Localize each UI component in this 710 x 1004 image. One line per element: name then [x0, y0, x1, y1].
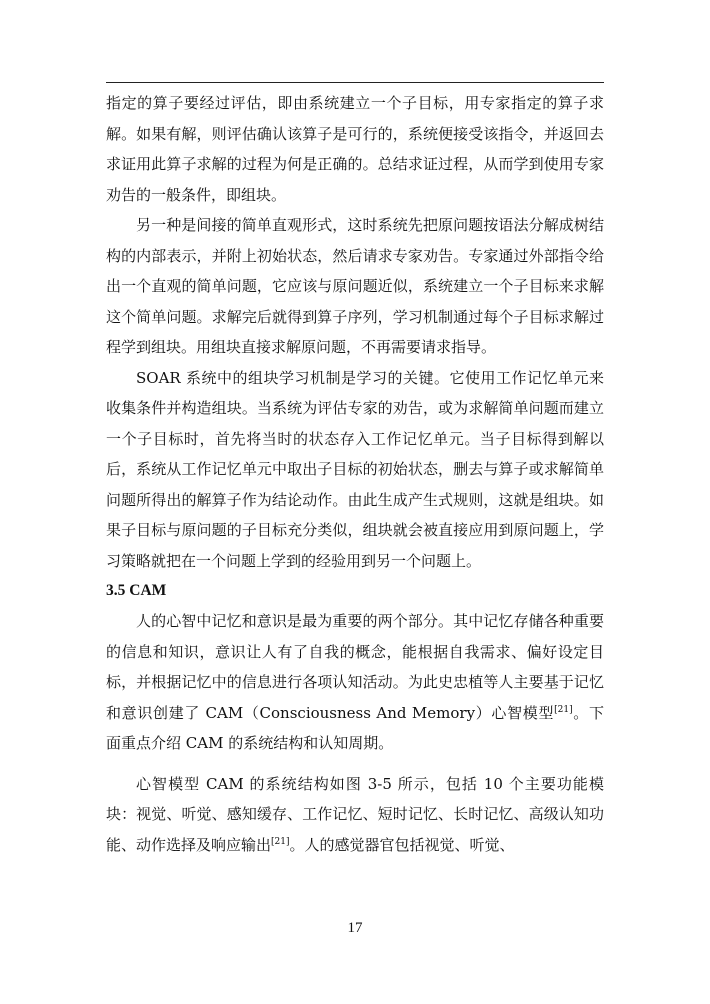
paragraph-expert-advice-direct: 指定的算子要经过评估，即由系统建立一个子目标，用专家指定的算子求解。如果有解，则评估确认该算子是可行的，系统便接受该指令，并返回去求证用此算子求解的过程为何是正确的。总结求证过程，从而学到使用专家劝告的一般条件，即组块。 [106, 94, 604, 204]
section-heading: 3.5 CAM [106, 582, 167, 599]
paragraph-gap [106, 759, 604, 769]
page-body [106, 88, 604, 860]
paragraph-cam-intro-tail: 。下面重点介绍 CAM 的系统结构和认知周期。 [106, 703, 604, 752]
paragraph-expert-advice-indirect: 另一种是间接的简单直观形式，这时系统先把原问题按语法分解成树结构的内部表示，并附上初始状态，然后请求专家劝告。专家通过外部指令给出一个直观的简单问题，它应该与原问题近似，系统建立一个子目标来求解这个简单问题。求解完后就得到算子序列，学习机制通过每个子目标求解过程学到组块。用组块直接求解原问题，不再需要请求指导。 [106, 216, 604, 356]
paragraph-cam-structure [106, 769, 604, 861]
citation-ref: [21] [554, 704, 573, 715]
paragraph-cam-structure-text: 心智模型 CAM 的系统结构如图 3-5 所示，包括 10 个主要功能模块：视觉、听觉、感知缓存、工作记忆、短时记忆、长时记忆、高级认知功能、动作选择及响应输出 [106, 774, 604, 854]
page-number: 17 [347, 920, 363, 936]
citation-ref: [21] [271, 836, 290, 847]
paragraph-cam-intro-text: 人的心智中记忆和意识是最为重要的两个部分。其中记忆存储各种重要的信息和知识，意识让人有了自我的概念，能根据自我需求、偏好设定目标，并根据记忆中的信息进行各项认知活动。为此史忠植等人主要基于记忆和意识创建了 CAM（Consciousness And Memory）心智模型 [106, 612, 604, 722]
paragraph-cam-structure-tail: 。人的感觉器官包括视觉、听觉、 [289, 835, 515, 854]
header-rule [106, 82, 604, 83]
paragraph-cam-intro [106, 606, 604, 759]
paragraph-chunking-mechanism: SOAR 系统中的组块学习机制是学习的关键。它使用工作记忆单元来收集条件并构造组块。当系统为评估专家的劝告，或为求解简单问题而建立一个子目标时，首先将当时的状态存入工作记忆单元。当子目标得到解以后，系统从工作记忆单元中取出子目标的初始状态，删去与算子或求解简单问题所得出的解算子作为结论动作。由此生成产生式规则，这就是组块。如果子目标与原问题的子目标充分类似，组块就会被直接应用到原问题上，学习策略就把在一个问题上学到的经验用到另一个问题上。 [106, 368, 604, 570]
